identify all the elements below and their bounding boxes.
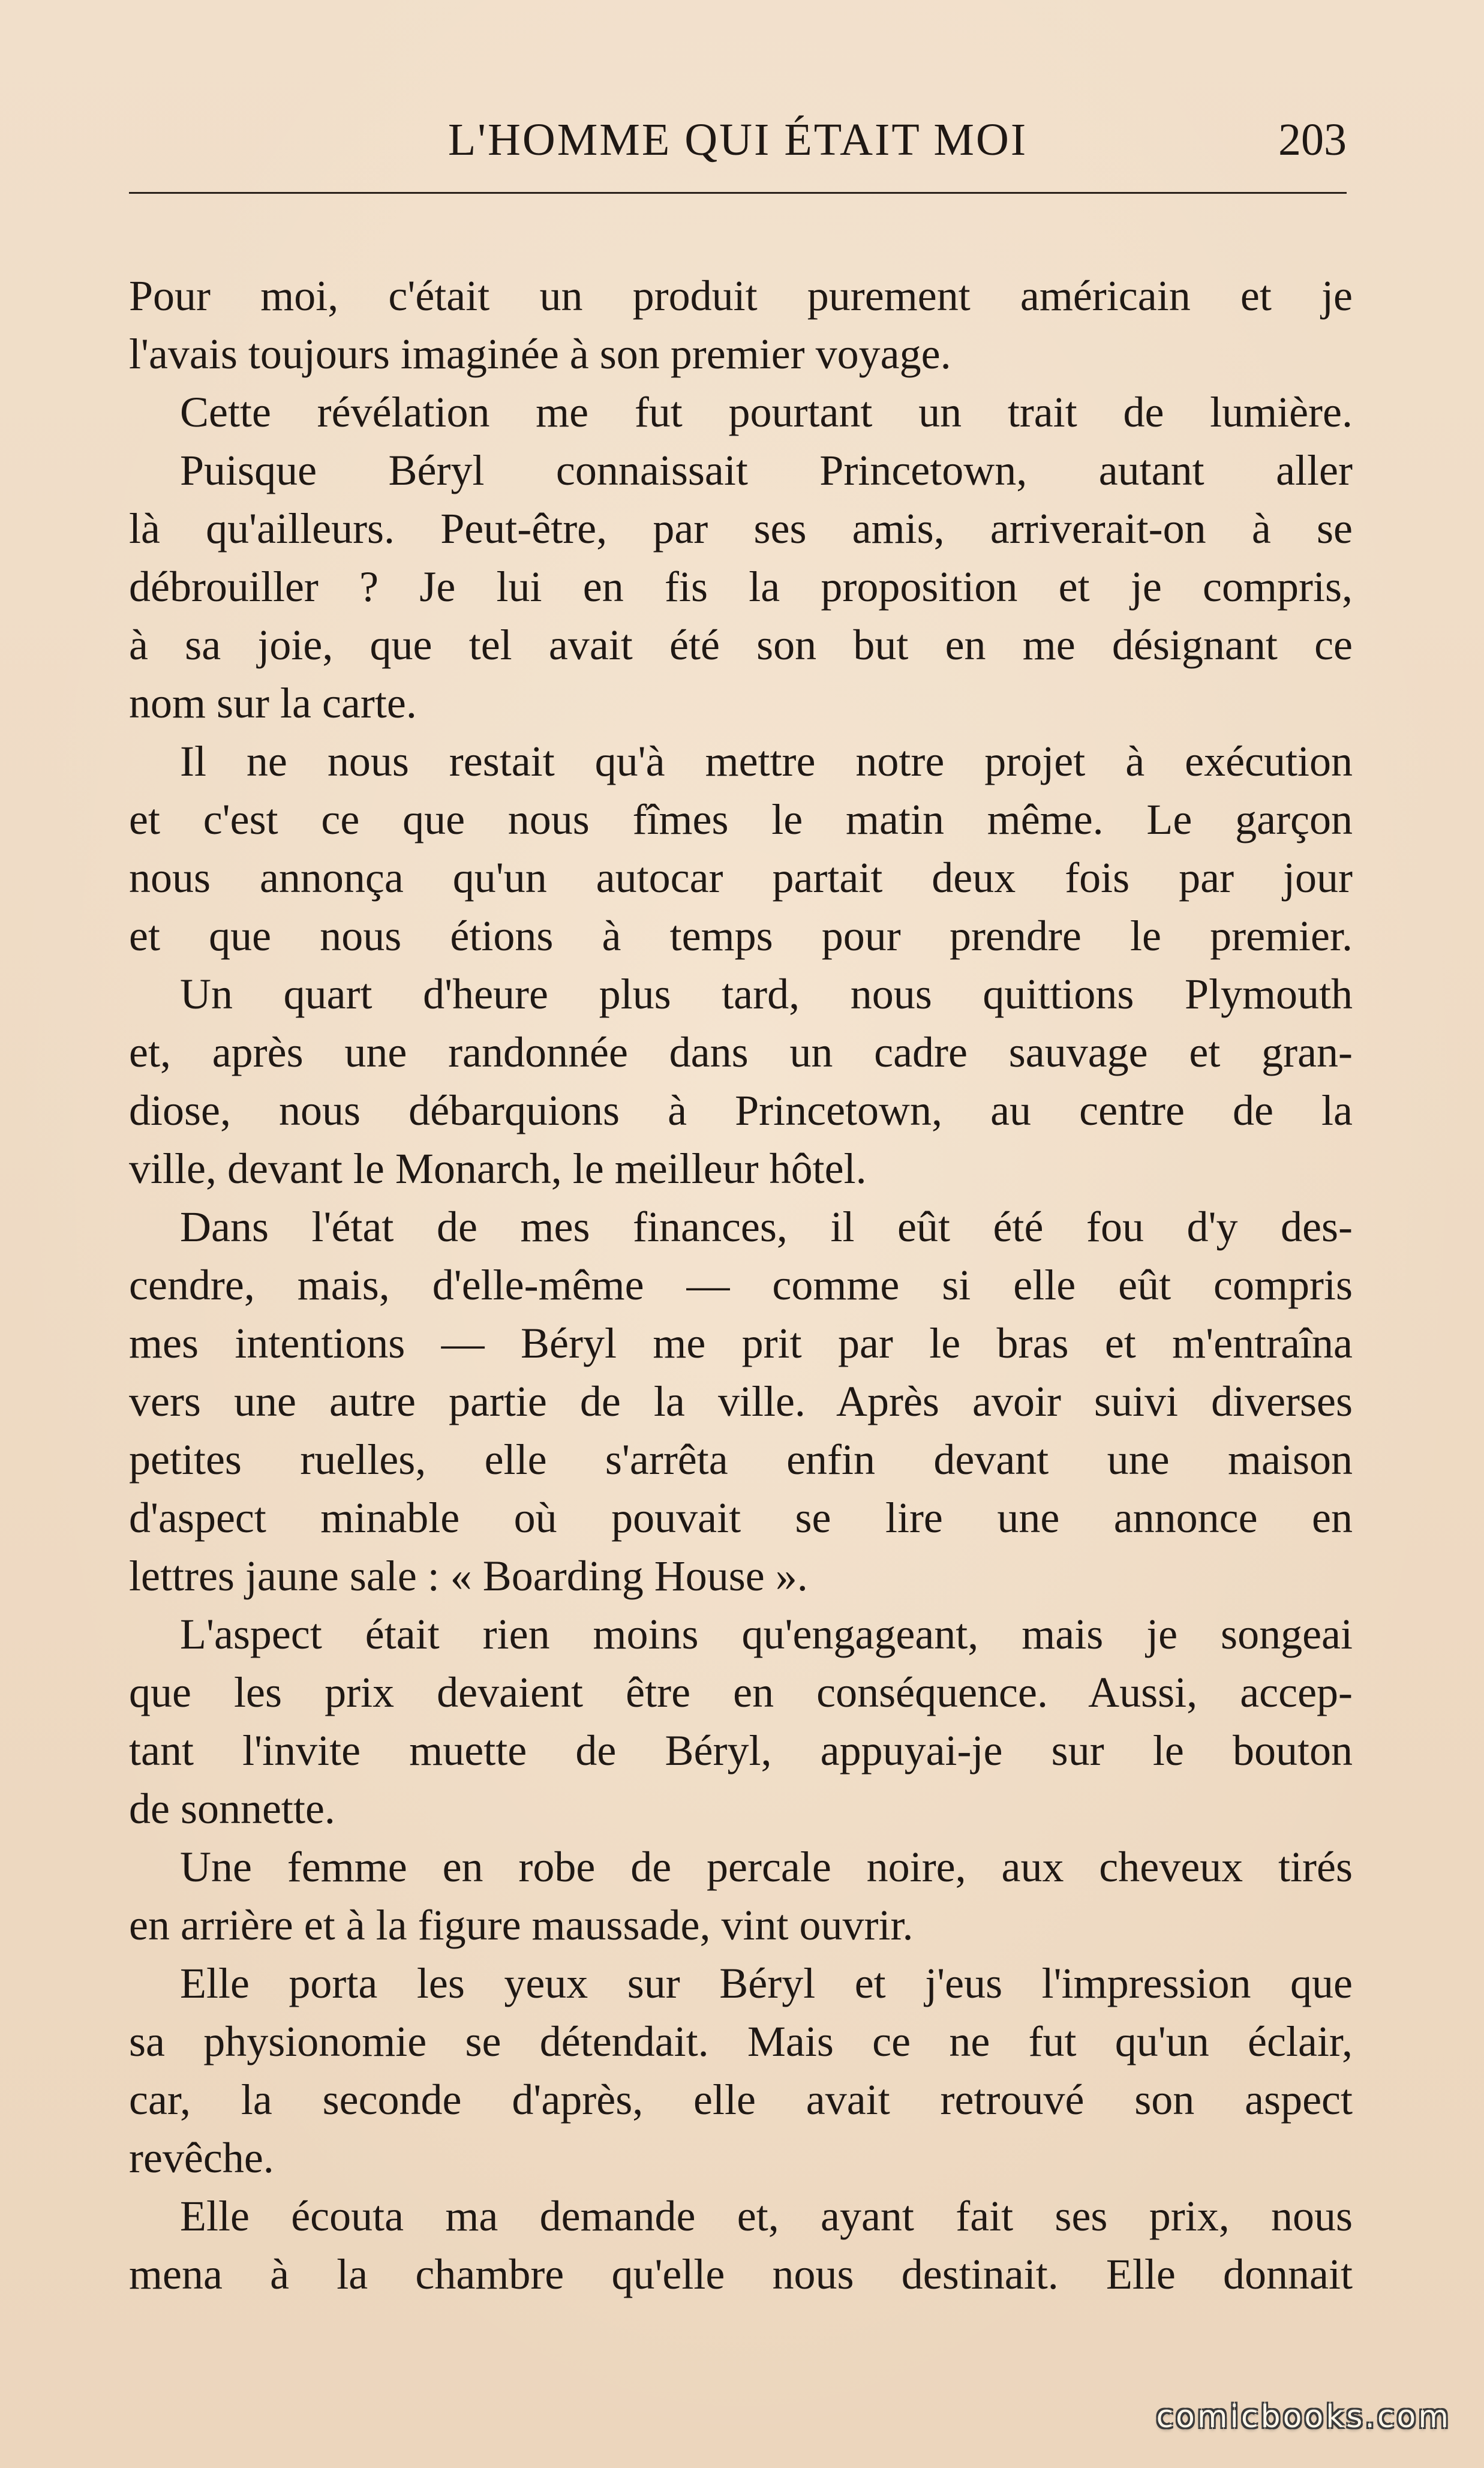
text-line: Dans l'état de mes finances, il eût été fou d'y des- (180, 1203, 1353, 1251)
text-line: vers une autre partie de la ville. Après avoir suivi diverses (129, 1377, 1353, 1425)
text-line: Cette révélation me fut pourtant un trait de lumière. (180, 388, 1353, 436)
text-line: ville, devant le Monarch, le meilleur hôtel. (129, 1145, 867, 1193)
running-head (129, 113, 1347, 167)
text-line: L'aspect était rien moins qu'engageant, mais je songeai (180, 1610, 1353, 1658)
header-rule (129, 192, 1347, 194)
page-number: 203 (1278, 115, 1347, 165)
text-line: diose, nous débarquions à Princetown, au centre de la (129, 1086, 1353, 1134)
text-line: débrouiller ? Je lui en fis la proposition et je compris, (129, 563, 1353, 611)
text-line: et c'est ce que nous fîmes le matin même. Le garçon (129, 795, 1353, 843)
text-line: là qu'ailleurs. Peut-être, par ses amis, arriverait-on à se (129, 505, 1353, 553)
text-line: sa physionomie se détendait. Mais ce ne fut qu'un éclair, (129, 2017, 1353, 2065)
text-line: à sa joie, que tel avait été son but en me désignant ce (129, 621, 1353, 669)
text-line: que les prix devaient être en conséquence. Aussi, accep- (129, 1668, 1353, 1716)
running-title: L'HOMME QUI ÉTAIT MOI (447, 115, 1028, 165)
text-line: Il ne nous restait qu'à mettre notre projet à exécution (180, 737, 1353, 785)
text-line: nom sur la carte. (129, 679, 417, 727)
text-line: Elle porta les yeux sur Béryl et j'eus l'impression que (180, 1959, 1353, 2007)
text-line: Pour moi, c'était un produit purement américain et je (129, 272, 1353, 320)
text-line: petites ruelles, elle s'arrêta enfin devant une maison (129, 1436, 1353, 1484)
text-line: l'avais toujours imaginée à son premier voyage. (129, 330, 951, 378)
text-line: revêche. (129, 2134, 274, 2182)
text-line: car, la seconde d'après, elle avait retrouvé son aspect (129, 2076, 1353, 2124)
text-line: de sonnette. (129, 1785, 335, 1833)
text-line: tant l'invite muette de Béryl, appuyai-je sur le bouton (129, 1727, 1353, 1775)
text-line: Puisque Béryl connaissait Princetown, autant aller (180, 446, 1353, 494)
watermark-logo: comicbooks.com (1156, 2399, 1451, 2435)
text-line: et que nous étions à temps pour prendre le premier. (129, 912, 1353, 960)
text-line: lettres jaune sale : « Boarding House ». (129, 1552, 808, 1600)
text-line: mena à la chambre qu'elle nous destinait. Elle donnait (129, 2250, 1353, 2298)
text-line: Une femme en robe de percale noire, aux cheveux tirés (180, 1843, 1353, 1891)
text-line: Un quart d'heure plus tard, nous quittions Plymouth (180, 970, 1353, 1018)
text-line: et, après une randonnée dans un cadre sauvage et gran- (129, 1028, 1353, 1076)
text-line: nous annonça qu'un autocar partait deux fois par jour (129, 854, 1353, 902)
text-line: d'aspect minable où pouvait se lire une annonce en (129, 1494, 1353, 1542)
text-line: mes intentions — Béryl me prit par le bras et m'entraîna (129, 1319, 1353, 1367)
text-line: Elle écouta ma demande et, ayant fait ses prix, nous (180, 2192, 1353, 2240)
text-line: cendre, mais, d'elle-même — comme si elle eût compris (129, 1261, 1353, 1309)
body-text (129, 267, 1353, 2304)
text-line: en arrière et à la figure maussade, vint ouvrir. (129, 1901, 914, 1949)
